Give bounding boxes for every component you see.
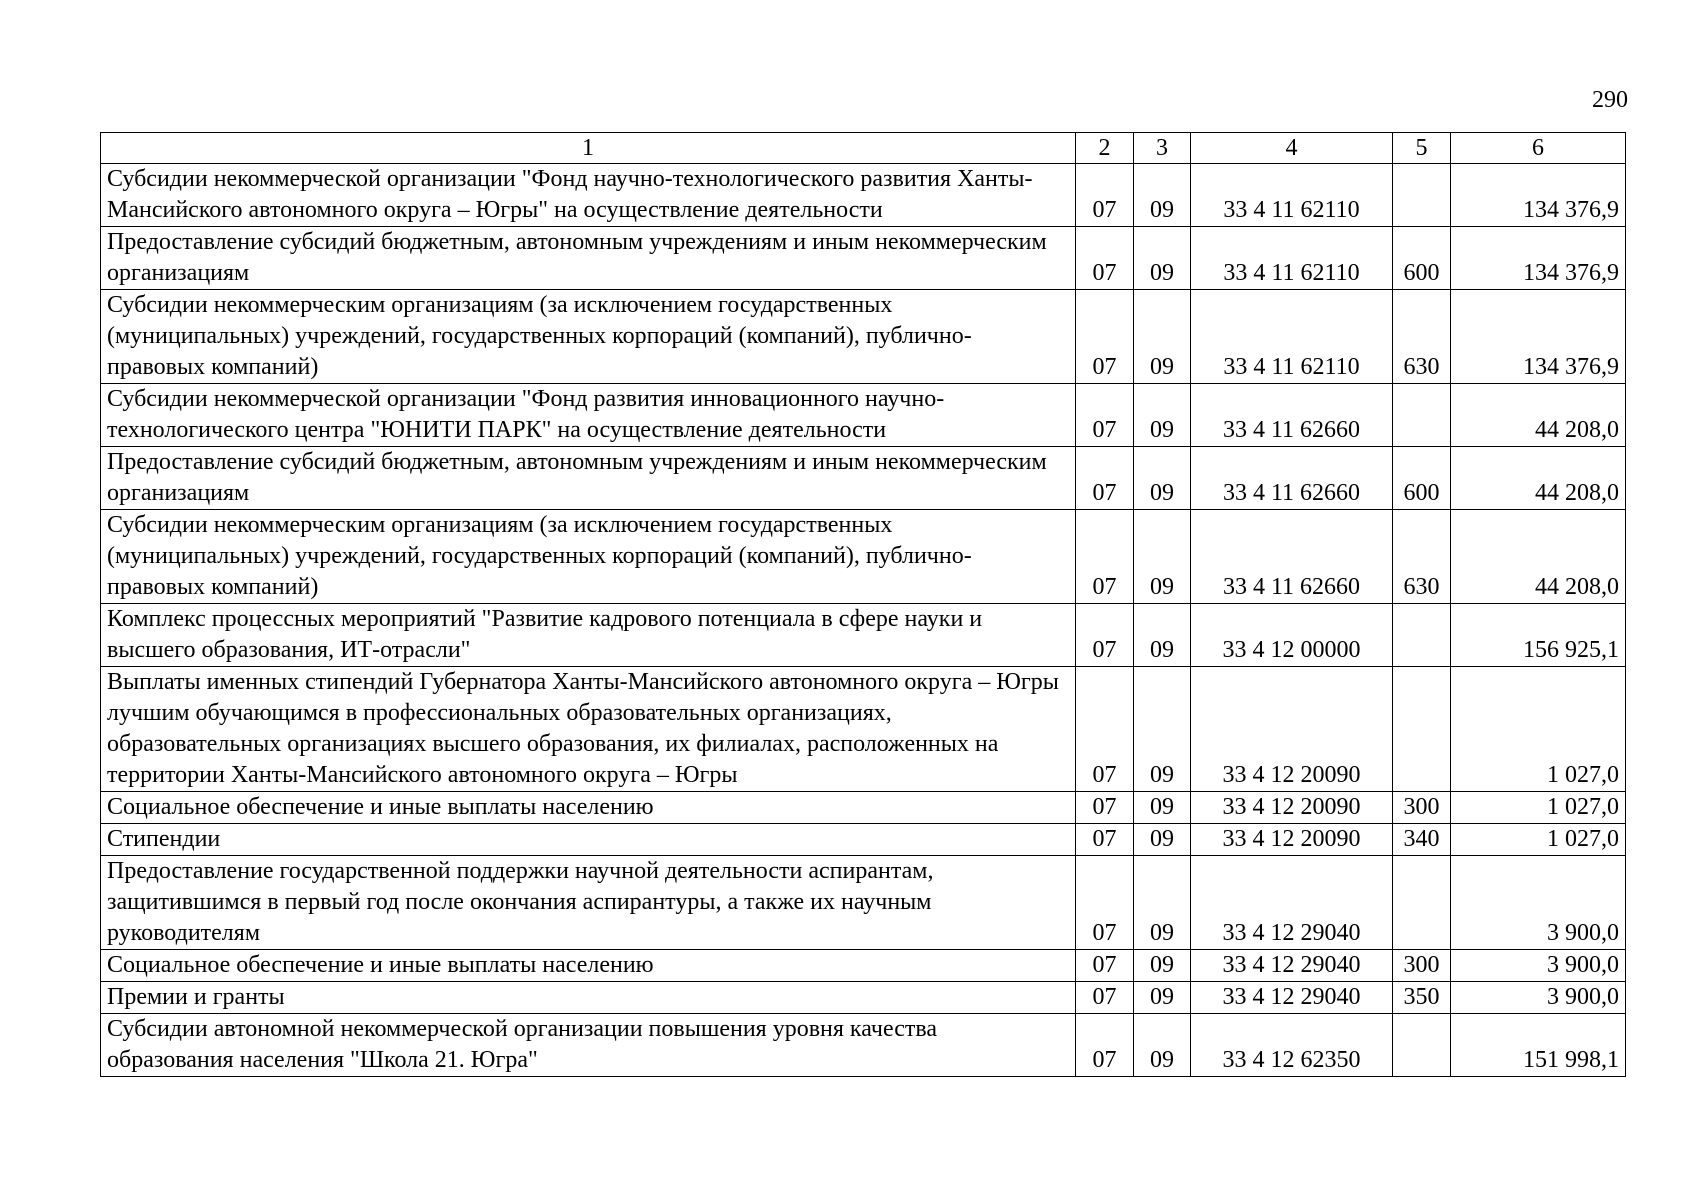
row-target-article: 33 4 11 62660: [1191, 384, 1393, 447]
budget-table: [100, 132, 1626, 1077]
row-amount: 44 208,0: [1451, 510, 1626, 604]
row-expense-type: 600: [1393, 447, 1451, 510]
row-section: 07: [1076, 824, 1134, 856]
column-header-amount: 6: [1451, 133, 1626, 164]
row-amount: 3 900,0: [1451, 856, 1626, 950]
row-subsection: 09: [1134, 982, 1191, 1014]
row-expense-type: 340: [1393, 824, 1451, 856]
column-header-target-article: 4: [1191, 133, 1393, 164]
row-section: 07: [1076, 950, 1134, 982]
row-target-article: 33 4 12 20090: [1191, 667, 1393, 792]
row-expense-type: [1393, 384, 1451, 447]
row-section: 07: [1076, 856, 1134, 950]
row-name: Предоставление субсидий бюджетным, автономным учреждениям и иным некоммерческим организациям: [101, 447, 1076, 510]
column-header-expense-type: 5: [1393, 133, 1451, 164]
row-name: Предоставление субсидий бюджетным, автономным учреждениям и иным некоммерческим организациям: [101, 227, 1076, 290]
row-expense-type: [1393, 164, 1451, 227]
row-subsection: 09: [1134, 227, 1191, 290]
row-section: 07: [1076, 290, 1134, 384]
page-number: 290: [1592, 87, 1628, 113]
row-section: 07: [1076, 667, 1134, 792]
row-target-article: 33 4 12 20090: [1191, 792, 1393, 824]
row-name: Предоставление государственной поддержки научной деятельности аспирантам, защитившимся в первый год после окончания аспирантуры, а также их научным руководителям: [101, 856, 1076, 950]
row-section: 07: [1076, 982, 1134, 1014]
row-target-article: 33 4 11 62110: [1191, 227, 1393, 290]
row-expense-type: 300: [1393, 950, 1451, 982]
row-target-article: 33 4 12 62350: [1191, 1014, 1393, 1077]
row-name: Комплекс процессных мероприятий "Развитие кадрового потенциала в сфере науки и высшего образования, ИТ-отрасли": [101, 604, 1076, 667]
table-row: [101, 667, 1626, 792]
row-name: Субсидии автономной некоммерческой организации повышения уровня качества образования населения "Школа 21. Югра": [101, 1014, 1076, 1077]
row-subsection: 09: [1134, 792, 1191, 824]
row-amount: 1 027,0: [1451, 824, 1626, 856]
row-amount: 134 376,9: [1451, 164, 1626, 227]
row-target-article: 33 4 11 62110: [1191, 164, 1393, 227]
row-subsection: 09: [1134, 667, 1191, 792]
row-expense-type: 630: [1393, 290, 1451, 384]
table-row: [101, 604, 1626, 667]
row-subsection: 09: [1134, 950, 1191, 982]
table-row: [101, 164, 1626, 227]
row-amount: 3 900,0: [1451, 950, 1626, 982]
row-subsection: 09: [1134, 856, 1191, 950]
row-subsection: 09: [1134, 510, 1191, 604]
row-name: Премии и гранты: [101, 982, 1076, 1014]
table-row: [101, 290, 1626, 384]
row-section: 07: [1076, 792, 1134, 824]
row-amount: 44 208,0: [1451, 384, 1626, 447]
row-target-article: 33 4 11 62660: [1191, 510, 1393, 604]
row-target-article: 33 4 12 29040: [1191, 982, 1393, 1014]
row-expense-type: [1393, 667, 1451, 792]
row-target-article: 33 4 11 62660: [1191, 447, 1393, 510]
row-amount: 156 925,1: [1451, 604, 1626, 667]
row-expense-type: [1393, 604, 1451, 667]
row-expense-type: [1393, 856, 1451, 950]
row-expense-type: 300: [1393, 792, 1451, 824]
table-row: [101, 510, 1626, 604]
table-row: [101, 384, 1626, 447]
column-header-subsection: 3: [1134, 133, 1191, 164]
row-expense-type: 350: [1393, 982, 1451, 1014]
row-section: 07: [1076, 1014, 1134, 1077]
row-section: 07: [1076, 227, 1134, 290]
row-expense-type: 630: [1393, 510, 1451, 604]
row-name: Стипендии: [101, 824, 1076, 856]
table-row: [101, 792, 1626, 824]
row-amount: 151 998,1: [1451, 1014, 1626, 1077]
row-section: 07: [1076, 510, 1134, 604]
row-amount: 1 027,0: [1451, 792, 1626, 824]
row-section: 07: [1076, 604, 1134, 667]
row-target-article: 33 4 12 20090: [1191, 824, 1393, 856]
row-name: Выплаты именных стипендий Губернатора Ханты-Мансийского автономного округа – Югры лучшим обучающимся в профессиональных образовательных организациях, образовательных организациях высшего образования, их филиалах, расположенных на территории Ханты-Мансийского автономного округа – Югры: [101, 667, 1076, 792]
row-subsection: 09: [1134, 824, 1191, 856]
row-target-article: 33 4 12 00000: [1191, 604, 1393, 667]
row-expense-type: 600: [1393, 227, 1451, 290]
row-section: 07: [1076, 447, 1134, 510]
table-row: [101, 447, 1626, 510]
row-section: 07: [1076, 384, 1134, 447]
column-header-section: 2: [1076, 133, 1134, 164]
row-subsection: 09: [1134, 604, 1191, 667]
row-amount: 1 027,0: [1451, 667, 1626, 792]
table-row: [101, 824, 1626, 856]
row-amount: 134 376,9: [1451, 227, 1626, 290]
row-name: Социальное обеспечение и иные выплаты населению: [101, 792, 1076, 824]
row-amount: 134 376,9: [1451, 290, 1626, 384]
row-subsection: 09: [1134, 290, 1191, 384]
row-expense-type: [1393, 1014, 1451, 1077]
row-name: Социальное обеспечение и иные выплаты населению: [101, 950, 1076, 982]
row-amount: 44 208,0: [1451, 447, 1626, 510]
row-name: Субсидии некоммерческим организациям (за исключением государственных (муниципальных) учреждений, государственных корпораций (компаний), публично-правовых компаний): [101, 290, 1076, 384]
row-name: Субсидии некоммерческим организациям (за исключением государственных (муниципальных) учреждений, государственных корпораций (компаний), публично-правовых компаний): [101, 510, 1076, 604]
row-name: Субсидии некоммерческой организации "Фонд научно-технологического развития Ханты-Мансийского автономного округа – Югры" на осуществление деятельности: [101, 164, 1076, 227]
row-section: 07: [1076, 164, 1134, 227]
row-subsection: 09: [1134, 164, 1191, 227]
table-row: [101, 856, 1626, 950]
table-header-row: [101, 133, 1626, 164]
column-header-name: 1: [101, 133, 1076, 164]
row-name: Субсидии некоммерческой организации "Фонд развития инновационного научно-технологического центра "ЮНИТИ ПАРК" на осуществление деятельности: [101, 384, 1076, 447]
row-target-article: 33 4 11 62110: [1191, 290, 1393, 384]
row-subsection: 09: [1134, 447, 1191, 510]
row-subsection: 09: [1134, 384, 1191, 447]
row-amount: 3 900,0: [1451, 982, 1626, 1014]
table-row: [101, 227, 1626, 290]
table-row: [101, 950, 1626, 982]
row-subsection: 09: [1134, 1014, 1191, 1077]
row-target-article: 33 4 12 29040: [1191, 856, 1393, 950]
table-row: [101, 1014, 1626, 1077]
row-target-article: 33 4 12 29040: [1191, 950, 1393, 982]
table-row: [101, 982, 1626, 1014]
